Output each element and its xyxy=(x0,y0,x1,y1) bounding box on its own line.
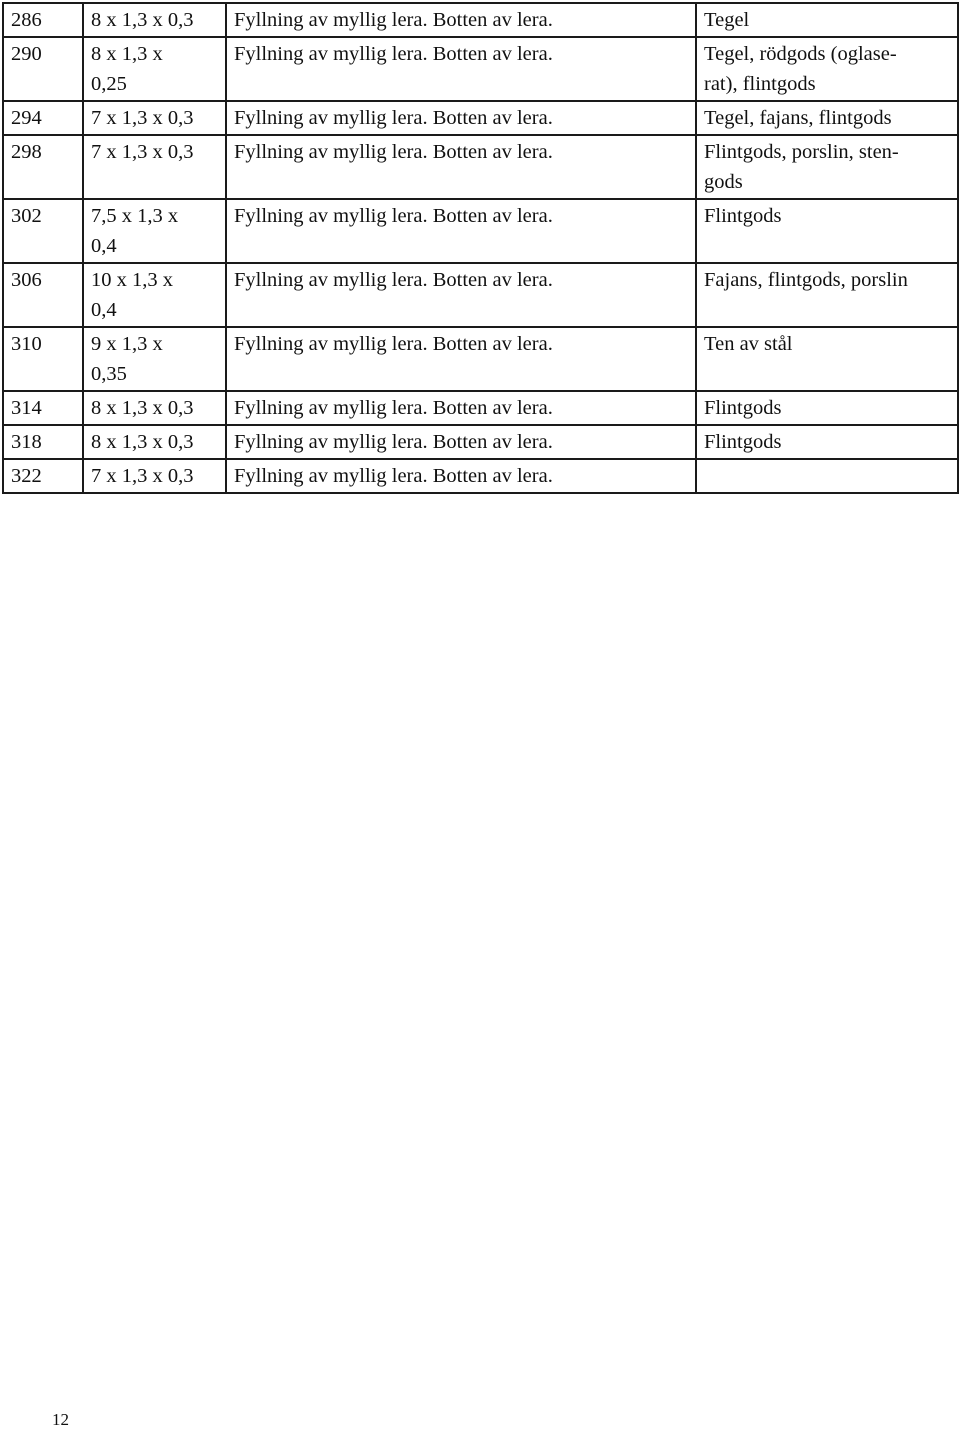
row-number-cell: 318 xyxy=(3,425,83,459)
row-number-cell: 314 xyxy=(3,391,83,425)
finds-cell xyxy=(696,459,958,493)
findings-table xyxy=(2,2,959,494)
dimensions-cell: 7 x 1,3 x 0,3 xyxy=(83,101,226,135)
dimensions-cell: 7 x 1,3 x 0,3 xyxy=(83,459,226,493)
fill-description-cell: Fyllning av myllig lera. Botten av lera. xyxy=(226,391,696,425)
fill-description-cell: Fyllning av myllig lera. Botten av lera. xyxy=(226,459,696,493)
row-number-cell: 286 xyxy=(3,3,83,37)
row-number-cell: 322 xyxy=(3,459,83,493)
finds-cell: Fajans, flintgods, porslin xyxy=(696,263,958,327)
fill-description-cell: Fyllning av myllig lera. Botten av lera. xyxy=(226,327,696,391)
fill-description-cell: Fyllning av myllig lera. Botten av lera. xyxy=(226,199,696,263)
dimensions-cell: 9 x 1,3 x 0,35 xyxy=(83,327,226,391)
fill-description-cell: Fyllning av myllig lera. Botten av lera. xyxy=(226,135,696,199)
dimensions-cell: 8 x 1,3 x 0,3 xyxy=(83,391,226,425)
table-row xyxy=(3,3,958,37)
table-row xyxy=(3,391,958,425)
row-number-cell: 306 xyxy=(3,263,83,327)
table-row xyxy=(3,425,958,459)
table-row xyxy=(3,135,958,199)
fill-description-cell: Fyllning av myllig lera. Botten av lera. xyxy=(226,3,696,37)
row-number-cell: 310 xyxy=(3,327,83,391)
finds-cell: Tegel, fajans, flintgods xyxy=(696,101,958,135)
finds-cell: Flintgods xyxy=(696,199,958,263)
table-row xyxy=(3,459,958,493)
fill-description-cell: Fyllning av myllig lera. Botten av lera. xyxy=(226,263,696,327)
table-row xyxy=(3,263,958,327)
finds-cell: Tegel, rödgods (oglase- rat), flintgods xyxy=(696,37,958,101)
table-row xyxy=(3,327,958,391)
dimensions-cell: 8 x 1,3 x 0,25 xyxy=(83,37,226,101)
fill-description-cell: Fyllning av myllig lera. Botten av lera. xyxy=(226,425,696,459)
dimensions-cell: 7,5 x 1,3 x 0,4 xyxy=(83,199,226,263)
dimensions-cell: 10 x 1,3 x 0,4 xyxy=(83,263,226,327)
table-row xyxy=(3,101,958,135)
findings-table-body xyxy=(3,3,958,493)
finds-cell: Flintgods, porslin, sten- gods xyxy=(696,135,958,199)
dimensions-cell: 8 x 1,3 x 0,3 xyxy=(83,3,226,37)
dimensions-cell: 7 x 1,3 x 0,3 xyxy=(83,135,226,199)
finds-cell: Flintgods xyxy=(696,425,958,459)
fill-description-cell: Fyllning av myllig lera. Botten av lera. xyxy=(226,101,696,135)
finds-cell: Tegel xyxy=(696,3,958,37)
row-number-cell: 302 xyxy=(3,199,83,263)
row-number-cell: 298 xyxy=(3,135,83,199)
fill-description-cell: Fyllning av myllig lera. Botten av lera. xyxy=(226,37,696,101)
table-row xyxy=(3,199,958,263)
table-row xyxy=(3,37,958,101)
row-number-cell: 294 xyxy=(3,101,83,135)
finds-cell: Flintgods xyxy=(696,391,958,425)
dimensions-cell: 8 x 1,3 x 0,3 xyxy=(83,425,226,459)
page-number: 12 xyxy=(52,1410,69,1429)
finds-cell: Ten av stål xyxy=(696,327,958,391)
row-number-cell: 290 xyxy=(3,37,83,101)
